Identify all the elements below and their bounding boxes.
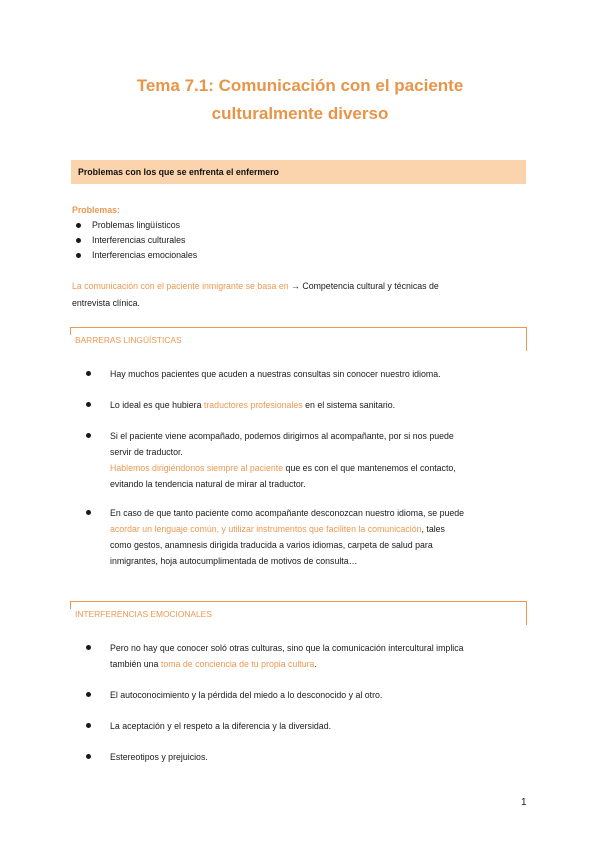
problems-block	[72, 203, 197, 263]
list-item	[90, 366, 520, 382]
list-item	[90, 428, 520, 492]
bullet-icon	[86, 645, 91, 650]
list-item-text	[110, 428, 520, 492]
intro-rest: Competencia cultural y técnicas de	[302, 281, 439, 291]
list-item-text: El autoconocimiento y la pérdida del miedo a lo desconocido y al otro.	[110, 690, 383, 700]
list-item: Problemas lingüísticos	[72, 218, 197, 233]
text-line: como gestos, anamnesis dirigida traducida a varios idiomas, carpeta de salud para	[110, 540, 433, 550]
title-line-2: culturalmente diverso	[211, 104, 389, 123]
highlight-text: toma de conciencia de tu propia cultura	[160, 659, 315, 669]
list-item-text	[110, 640, 520, 672]
list-item-text	[110, 505, 520, 569]
list-item	[90, 397, 520, 413]
intro-highlight: La comunicación con el paciente inmigrante se basa en	[72, 281, 289, 291]
text-line: Pero no hay que conocer soló otras culturas, sino que la comunicación intercultural implica	[110, 643, 464, 653]
text-line: evitando la tendencia natural de mirar al traductor.	[110, 479, 306, 489]
text-line: servir de traductor.	[110, 447, 183, 457]
list-item: Interferencias culturales	[72, 233, 197, 248]
text-line: En caso de que tanto paciente como acompañante desconozcan nuestro idioma, se puede	[110, 508, 465, 518]
list-item	[90, 718, 520, 734]
list-item-text: La aceptación y el respeto a la diferencia y la diversidad.	[110, 721, 332, 731]
list-item	[90, 505, 520, 569]
highlight-text: traductores profesionales	[203, 400, 303, 410]
list-item-text: Hay muchos pacientes que acuden a nuestras consultas sin conocer nuestro idioma.	[110, 369, 441, 379]
text-line: Si el paciente viene acompañado, podemos dirigirnos al acompañante, por si nos puede	[110, 431, 454, 441]
problems-heading: Problemas:	[72, 205, 120, 215]
title-line-1: Tema 7.1: Comunicación con el paciente	[136, 76, 464, 95]
list-item	[90, 640, 520, 672]
bullet-icon	[86, 723, 91, 728]
text-segment: también una	[110, 659, 161, 669]
section-header-barreras: BARRERAS LINGÜÍSTICAS	[71, 327, 527, 351]
bullet-icon	[86, 754, 91, 759]
intro-rest-line-2: entrevista clínica.	[72, 298, 140, 308]
text-segment: Lo ideal es que hubiera	[110, 400, 204, 410]
bullet-icon	[86, 371, 91, 376]
list-item	[90, 749, 520, 765]
section-header-emocionales: INTERFERENCIAS EMOCIONALES	[71, 601, 527, 625]
arrow-symbol: →	[291, 281, 300, 291]
page-number: 1	[521, 797, 527, 808]
intro-paragraph	[72, 278, 512, 312]
bullet-icon	[86, 692, 91, 697]
bullet-icon	[86, 433, 91, 438]
section-band-header: Problemas con los que se enfrenta el enfermero	[71, 160, 526, 184]
text-segment: en el sistema sanitario.	[302, 400, 396, 410]
bullet-icon	[86, 402, 91, 407]
text-segment: .	[314, 659, 317, 669]
list-item	[90, 687, 520, 703]
list-item-text: Estereotipos y prejuicios.	[110, 752, 208, 762]
text-segment: , tales	[421, 524, 445, 534]
text-segment: que es con el que mantenemos el contacto,	[283, 463, 456, 473]
page-title	[0, 72, 600, 128]
problems-list	[72, 218, 197, 263]
text-line: inmigrantes, hoja autocumplimentada de motivos de consulta…	[110, 556, 358, 566]
list-item: Interferencias emocionales	[72, 248, 197, 263]
bullet-icon	[86, 510, 91, 515]
highlight-text: Hablemos dirigiéndonos siempre al paciente	[110, 463, 284, 473]
list-item-text	[110, 397, 520, 413]
highlight-text: acordar un lenguaje común, y utilizar instrumentos que faciliten la comunicación	[110, 524, 422, 534]
